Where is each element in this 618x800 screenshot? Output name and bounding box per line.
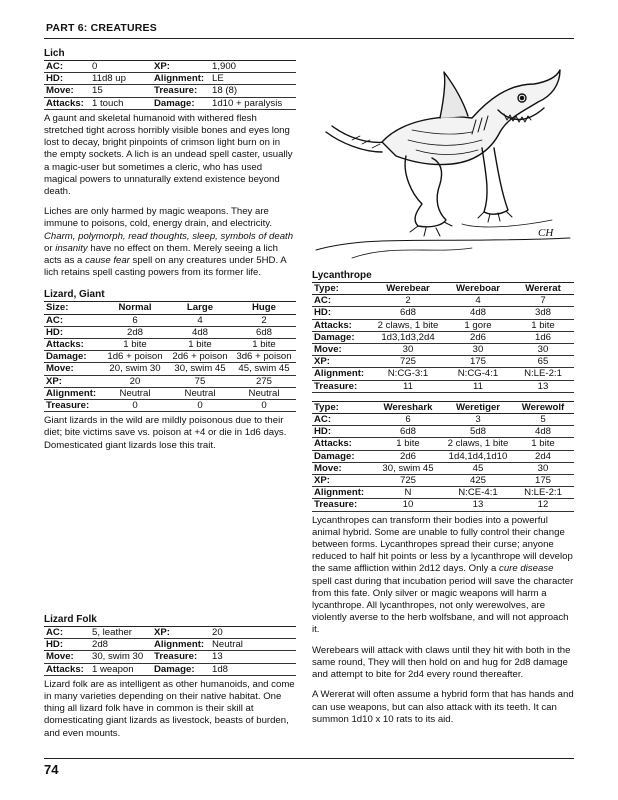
stat-value: 30 [472,344,484,356]
lich-stat-row [44,85,296,97]
stat-value: 0 [132,400,138,412]
lycanthrope-stat-row [312,450,574,462]
stat-label: Attacks: [46,663,84,675]
lycanthrope-stat-row [312,295,574,307]
stat-label: Move: [314,344,342,356]
stat-value: 1 bite [531,319,555,331]
right-column [312,270,574,726]
lich-immunities: Liches are only harmed by magic weapons. They are immune to poisons, cold, energy drain, and electricity. Charm, polymorph, read thoughts, sleep, symbols of death or insanity have no effect on them. Merely seeing a lich acts as a cause fear spell on any creatures under 5HD. A lich retains spell casting powers from its former life. [44,206,294,279]
stat-value: 2 [261,314,267,326]
stat-value: Neutral [248,387,280,399]
stat-value: 2 [405,295,411,307]
stat-value: Neutral [212,639,243,651]
stat-label: Damage: [314,331,355,343]
stat-label: Alignment: [154,73,205,85]
lizard-giant-stat-row [44,339,296,351]
stat-value: 175 [469,356,486,368]
stat-value: 2d4 [534,450,551,462]
stat-value: 1 gore [464,319,492,331]
wereshark-illustration [312,44,574,266]
stat-label: XP: [314,475,330,487]
stat-value: N:CE-4:1 [458,487,498,499]
stat-value: 1d6 + poison [107,351,163,363]
stat-label: AC: [46,314,64,326]
werebear-note: Werebears will attack with claws until they hit with both in the same round, They will then hold on and hug for 2d8 damage and attempt to bite for 2d4 every round thereafter. [312,644,571,681]
stat-value: 3d6 + poison [236,351,292,363]
stat-value: 1d6 [534,331,551,343]
stat-value: 1 weapon [92,663,134,675]
stat-value: 11 [403,380,413,392]
lizard-folk-section [44,614,296,740]
stat-value: 6d8 [399,307,416,319]
stat-value: 12 [537,499,549,511]
lycanthrope-stat-row [312,462,574,474]
table-header-row [312,401,574,413]
column-header: Huge [252,302,276,314]
stat-label: AC: [46,627,64,638]
stat-label: HD: [314,307,332,319]
lizard-giant-stat-row [44,400,296,412]
lycanthrope-stat-row [312,368,574,380]
lycanthrope-table-2 [312,401,574,512]
stat-value: 0 [261,400,267,412]
lycanthrope-stat-row [312,499,574,511]
stat-label: Move: [46,85,74,97]
stat-value: 13 [472,499,484,511]
stat-label: XP: [154,627,170,638]
lizard-folk-stat-row [44,663,296,675]
lizard-giant-stat-row [44,326,296,338]
stat-value: 0 [92,61,98,72]
page-header: PART 6: CREATURES [46,22,157,34]
stat-value: 30 [537,344,549,356]
page-number: 74 [44,762,59,777]
stat-value: 425 [469,475,486,487]
stat-label: Damage: [154,663,195,675]
stat-label: Move: [314,462,342,474]
stat-label: XP: [314,356,330,368]
column-header: Size: [46,302,69,314]
stat-value: 30, swim 45 [174,363,226,375]
stat-value: 4d8 [534,426,551,438]
lycanthrope-stat-row [312,475,574,487]
column-header: Type: [314,283,339,294]
stat-value: 30, swim 30 [92,651,144,663]
stat-value: 1 bite [123,339,147,351]
left-column [44,48,296,452]
header-rule [44,38,574,39]
lycanthrope-stat-row [312,344,574,356]
lizard-giant-stat-row [44,314,296,326]
lycanthrope-title: Lycanthrope [312,270,574,283]
footer-rule [44,758,574,759]
stat-value: N:LE-2:1 [524,487,562,499]
stat-value: 13 [212,651,223,663]
lich-stat-row [44,73,296,85]
stat-value: 725 [399,356,416,368]
stat-value: 175 [534,475,551,487]
stat-value: 5, leather [92,627,133,638]
stat-value: N:LE-2:1 [524,368,562,380]
lich-stat-row [44,97,296,109]
stat-value: 20, swim 30 [109,363,161,375]
stat-label: Move: [46,363,74,375]
stat-label: Alignment: [154,639,205,651]
stat-label: Alignment: [314,368,365,380]
stat-value: 1d4,1d4,1d10 [448,450,508,462]
stat-label: Damage: [154,97,195,109]
stat-value: 5 [540,414,546,426]
lizard-folk-stat-row [44,627,296,639]
column-header: Wereboar [455,283,501,294]
stat-value: 1 touch [92,97,124,109]
stat-label: Alignment: [46,387,97,399]
lizard-giant-stat-row [44,351,296,363]
stat-label: AC: [314,295,332,307]
stat-value: 1d8 [212,663,229,675]
stat-value: 1 bite [188,339,212,351]
stat-value: 1 bite [396,438,420,450]
stat-value: 0 [197,400,203,412]
lizard-giant-stat-table [44,302,296,412]
stat-label: Move: [46,651,74,663]
stat-value: 15 [92,85,103,97]
stat-label: Treasure: [314,380,358,392]
column-header: Normal [118,302,152,314]
stat-label: Treasure: [314,499,358,511]
lizard-giant-description: Giant lizards in the wild are mildly poisonous due to their diet; bite victims save vs. poison at +4 or die in 1d6 days. Domesticated giant lizards lose this trait. [44,415,287,451]
stat-value: 6d8 [399,426,416,438]
stat-value: 4 [197,314,203,326]
stat-value: Neutral [184,387,216,399]
stat-value: 11d8 up [92,73,126,85]
stat-value: 2 claws, 1 bite [377,319,439,331]
lich-description: A gaunt and skeletal humanoid with withered flesh stretched tight across horribly visible bones and eyes long lost to decay, bright pinpoints of crimson light burn on in the empty sockets. A lich is an undead spell caster, usually a magic-user but sometimes a cleric, who has used magical powers to unnaturally extend existence beyond death. [44,112,293,198]
stat-label: HD: [46,326,64,338]
lycanthrope-stat-row [312,426,574,438]
stat-value: 1d10 + paralysis [212,97,283,109]
stat-value: 6 [405,414,411,426]
stat-value: 10 [402,499,414,511]
lizard-folk-stat-row [44,639,296,651]
lycanthrope-stat-row [312,319,574,331]
lizard-giant-stat-row [44,387,296,399]
stat-value: 30, swim 45 [382,462,434,474]
stat-value: 1,900 [212,61,237,72]
lizard-giant-title: Lizard, Giant [44,289,296,302]
stat-value: 20 [212,627,223,638]
stat-value: 2d8 [126,326,143,338]
stat-value: 30 [402,344,414,356]
lycanthrope-stat-row [312,414,574,426]
lizard-folk-stat-table [44,627,296,676]
column-header: Type: [314,401,339,413]
stat-label: XP: [154,61,170,72]
stat-value: 725 [399,475,416,487]
stat-value: 2d8 [92,639,109,651]
column-header: Werebear [386,283,430,294]
stat-label: Alignment: [314,487,365,499]
lich-stat-table [44,61,296,110]
stat-label: HD: [46,639,64,651]
stat-label: HD: [46,73,64,85]
stat-value: LE [212,73,224,85]
stat-value: 6 [132,314,138,326]
column-header: Large [186,302,214,314]
lizard-folk-title: Lizard Folk [44,614,296,627]
lycanthrope-table-1 [312,283,574,393]
stat-value: 4d8 [469,307,486,319]
lycanthrope-stat-row [312,331,574,343]
stat-value: 18 (8) [212,85,238,97]
lycanthrope-stat-row [312,307,574,319]
stat-value: 2d6 [469,331,486,343]
stat-value: 7 [540,295,546,307]
wererat-note: A Wererat will often assume a hybrid form that has hands and can use weapons, but can also attack with its teeth. It can summon 1d10 x 10 rats to its aid. [312,689,574,725]
stat-value: 1d3,1d3,2d4 [381,331,435,343]
lich-stat-row [44,61,296,73]
stat-value: 45, swim 45 [238,363,290,375]
lycanthrope-stat-row [312,487,574,499]
stat-value: 5d8 [469,426,486,438]
stat-value: 11 [473,380,483,392]
column-header: Wererat [525,283,561,294]
stat-value: 1 bite [531,438,555,450]
stat-label: Attacks: [314,438,352,450]
stat-value: 6d8 [255,326,272,338]
column-header: Weretiger [455,401,501,413]
stat-value: 30 [537,462,549,474]
column-header: Werewolf [521,401,565,413]
stat-value: 275 [255,375,272,387]
table-header-row [312,283,574,295]
stat-label: Damage: [314,450,355,462]
lizard-folk-description: Lizard folk are as intelligent as other humanoids, and come in many varieties depending on their native habitat. One thing all lizard folk have in common is their skill at domesticating giant lizards as livestock, beasts of burden, and even mounts. [44,678,295,739]
stat-value: 4 [475,295,481,307]
lycanthrope-stat-row [312,438,574,450]
table-header-row [44,302,296,314]
stat-value: 3d8 [534,307,551,319]
stat-value: 75 [194,375,206,387]
stat-label: Attacks: [46,97,84,109]
stat-value: 13 [537,380,549,392]
wereshark-drawing [312,44,574,266]
column-header: Wereshark [383,401,433,413]
lizard-folk-stat-row [44,651,296,663]
lizard-giant-stat-row [44,363,296,375]
stat-label: Treasure: [154,651,198,663]
lich-title: Lich [44,48,296,61]
stat-label: Attacks: [46,339,84,351]
stat-label: AC: [314,414,332,426]
stat-value: 1 bite [252,339,276,351]
stat-label: Attacks: [314,319,352,331]
lizard-giant-stat-row [44,375,296,387]
stat-value: 65 [537,356,549,368]
stat-value: 2d6 + poison [172,351,228,363]
stat-value: 2d6 [399,450,416,462]
stat-value: N:CG-4:1 [457,368,499,380]
stat-label: Treasure: [154,85,198,97]
stat-label: XP: [46,375,62,387]
stat-value: 4d8 [191,326,208,338]
stat-value: 3 [475,414,481,426]
lycanthrope-stat-row [312,356,574,368]
stat-value: 20 [129,375,141,387]
lycanthrope-stat-row [312,380,574,392]
stat-value: 2 claws, 1 bite [447,438,509,450]
stat-value: Neutral [119,387,151,399]
stat-label: Treasure: [46,400,90,412]
illustration-signature: CH [538,227,554,239]
stat-label: HD: [314,426,332,438]
stat-value: N [404,487,412,499]
stat-label: AC: [46,61,64,72]
stat-value: 45 [472,462,484,474]
stat-value: N:CG-3:1 [387,368,429,380]
stat-label: Damage: [46,351,87,363]
lycanthrope-description: Lycanthropes can transform their bodies into a powerful animal hybrid. Some are unable to fully control their change between forms. Lycanthropes spread their curse; anyone reduced to half hit points or less by a lycanthrope will develop the same affliction within 2d12 days. Only a cure disease spell cast during that incubation period will save the character from this fate. Only silver or magic weapons will harm a lycanthrope. All lycanthropes, not only werewolves, are violently averse to the herb wolfsbane, and will not approach it. [312,514,574,636]
